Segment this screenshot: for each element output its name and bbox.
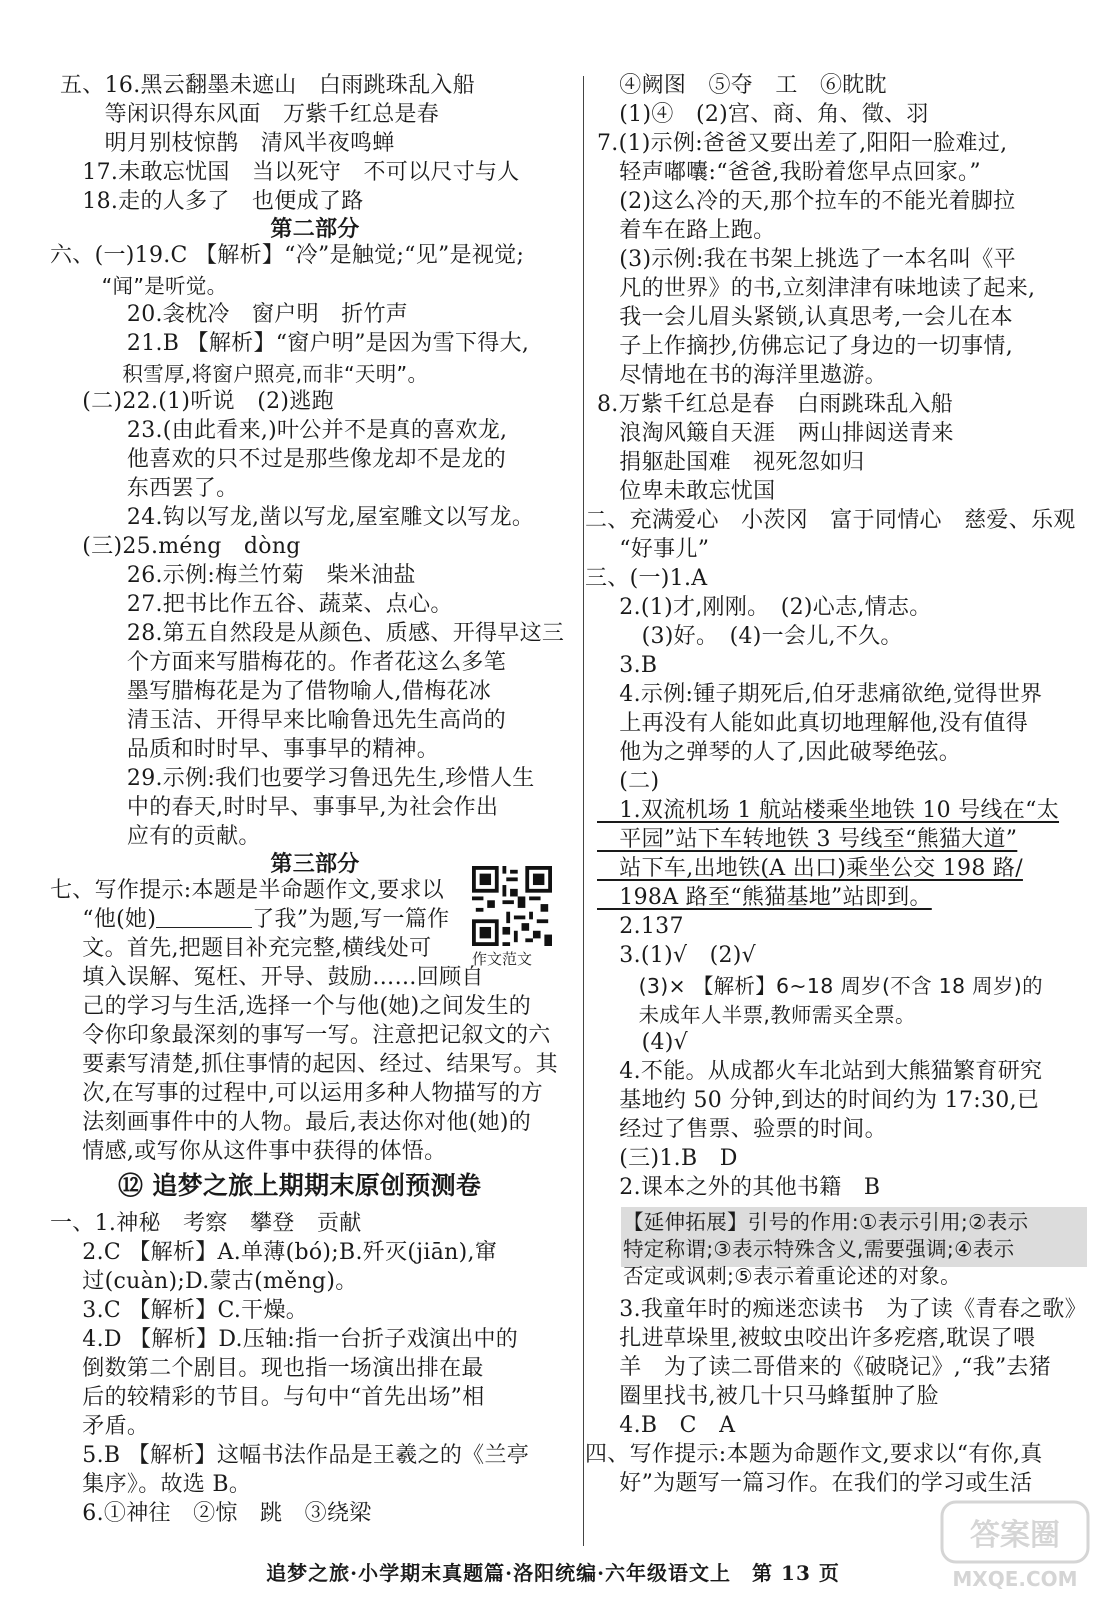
answer-line: “好事儿” bbox=[597, 537, 710, 562]
answer-line: 羊 为了读二哥借来的《破晓记》,“我”去猪 bbox=[597, 1355, 1052, 1380]
blank-line bbox=[156, 907, 252, 928]
answer-line: 法刻画事件中的人物。最后,表达你对他(她)的 bbox=[60, 1110, 532, 1135]
answer-line: 七、写作提示:本题是半命题作文,要求以 bbox=[50, 878, 445, 903]
answer-line: 六、(一)19.C 【解析】“冷”是触觉;“见”是视觉; bbox=[50, 243, 525, 268]
answer-line: 矛盾。 bbox=[60, 1414, 150, 1439]
extension-line: 【延伸拓展】引号的作用:①表示引用;②表示 bbox=[623, 1210, 1029, 1234]
answer-line: 令你印象最深刻的事写一写。注意把记叙文的六 bbox=[60, 1023, 551, 1048]
answer-line: 20.衾枕冷 窗户明 折竹声 bbox=[60, 302, 409, 327]
answer-line: 18.走的人多了 也便成了路 bbox=[60, 189, 364, 214]
answer-line: (2)这么冷的天,那个拉车的不能光着脚拉 bbox=[597, 189, 1016, 214]
answer-line bbox=[60, 906, 449, 935]
answer-line: ④阙图 ⑤夺 工 ⑥眈眈 bbox=[597, 73, 887, 98]
answer-line: 填入误解、冤枉、开导、鼓励……回顾自 bbox=[60, 965, 484, 990]
qr-code-icon[interactable] bbox=[472, 866, 552, 946]
answer-line: 基地约 50 分钟,到达的时间约为 17:30,已 bbox=[597, 1088, 1040, 1113]
answer-line: 三、(一)1.A bbox=[585, 566, 708, 591]
answer-line: 我一会儿眉头紧锁,认真思考,一会儿在本 bbox=[597, 305, 1013, 330]
answer-line: 17.未敢忘忧国 当以死守 不可以尺寸与人 bbox=[60, 160, 520, 185]
answer-line: 文。首先,把题目补充完整,横线处可 bbox=[60, 936, 432, 961]
page-footer: 追梦之旅·小学期末真题篇·洛阳统编·六年级语文上 第 13 页 bbox=[266, 1561, 840, 1585]
answer-line: 2.(1)才,刚刚。 (2)心志,情志。 bbox=[597, 595, 932, 620]
answer-line: 上再没有人能如此真切地理解他,没有值得 bbox=[597, 711, 1028, 736]
answer-line: 次,在写事的过程中,可以运用多种人物描写的方 bbox=[60, 1081, 543, 1106]
answer-line: 3.C 【解析】C.干燥。 bbox=[60, 1298, 309, 1323]
answer-line: 5.B 【解析】这幅书法作品是王羲之的《兰亭 bbox=[60, 1443, 530, 1468]
answer-line: 东西罢了。 bbox=[60, 476, 239, 501]
answer-line: 他喜欢的只不过是那些像龙却不是龙的 bbox=[60, 447, 507, 472]
answer-line: 轻声嘟囔:“爸爸,我盼着您早点回家。” bbox=[597, 160, 981, 185]
answer-line: (1)④ (2)宫、商、角、徵、羽 bbox=[597, 102, 929, 127]
explanation-line: “闻”是听觉。 bbox=[60, 274, 228, 298]
answer-line: 3.(1)√ (2)√ bbox=[597, 943, 756, 968]
answer-line: (4)√ bbox=[597, 1030, 688, 1055]
answer-line: 五、16.黑云翻墨未遮山 白雨跳珠乱入船 bbox=[60, 73, 475, 98]
answer-line: 凡的世界》的书,立刻津津有味地读了起来, bbox=[597, 276, 1036, 301]
answer-line: 墨写腊梅花是为了借物喻人,借梅花冰 bbox=[60, 679, 491, 704]
answer-line: 4.示例:锺子期死后,伯牙悲痛欲绝,觉得世界 bbox=[597, 682, 1043, 707]
answer-line: 己的学习与生活,选择一个与他(她)之间发生的 bbox=[60, 994, 532, 1019]
answer-line: 1.双流机场 1 航站楼乘坐地铁 10 号线在“太 bbox=[597, 798, 1060, 823]
section-heading: 第二部分 bbox=[270, 216, 360, 242]
answer-line: 扎进草垛里,被蚊虫咬出许多疙瘩,耽误了喂 bbox=[597, 1326, 1036, 1351]
extension-line: 否定或讽刺;⑤表示着重论述的对象。 bbox=[623, 1264, 961, 1288]
answer-line: 3.我童年时的痴迷恋读书 为了读《青春之歌》 bbox=[597, 1297, 1087, 1322]
answer-line: 2.课本之外的其他书籍 B bbox=[597, 1175, 881, 1200]
answer-line: 位卑未敢忘忧国 bbox=[597, 479, 776, 504]
answer-line: 平园”站下车转地铁 3 号线至“熊猫大道” bbox=[597, 827, 1018, 852]
watermark-logo bbox=[940, 1500, 1090, 1595]
answer-line: 倒数第二个剧目。现也指一场演出排在最 bbox=[60, 1356, 484, 1381]
answer-line: 个方面来写腊梅花的。作者花这么多笔 bbox=[60, 650, 507, 675]
answer-line: 集序》。故选 B。 bbox=[60, 1472, 252, 1497]
answer-line: (三)25.méng dòng bbox=[60, 534, 301, 559]
answer-line: 8.万紫千红总是春 白雨跳珠乱入船 bbox=[597, 392, 954, 417]
section-heading: 第三部分 bbox=[270, 851, 360, 877]
answer-line: 捐躯赴国难 视死忽如归 bbox=[597, 450, 865, 475]
answer-line: 2.137 bbox=[597, 914, 684, 939]
answer-line: 情感,或写你从这件事中获得的体悟。 bbox=[60, 1139, 447, 1164]
answer-line: 24.钩以写龙,凿以写龙,屋室雕文以写龙。 bbox=[60, 505, 535, 530]
answer-line: 3.B bbox=[597, 653, 658, 678]
answer-line: 28.第五自然段是从颜色、质感、开得早这三 bbox=[60, 621, 565, 646]
answer-line: 198A 路至“熊猫基地”站即到。 bbox=[597, 885, 932, 910]
answer-line: 二、充满爱心 小茨冈 富于同情心 慈爱、乐观 bbox=[585, 508, 1076, 533]
answer-line: 等闲识得东风面 万紫千红总是春 bbox=[60, 102, 440, 127]
answer-line: 圈里找书,被几十只马蜂蜇肿了脸 bbox=[597, 1384, 939, 1409]
answer-line: 29.示例:我们也要学习鲁迅先生,珍惜人生 bbox=[60, 766, 535, 791]
explanation-line: 未成年人半票,教师需买全票。 bbox=[597, 1003, 916, 1027]
answer-line: 尽情地在书的海洋里遨游。 bbox=[597, 363, 887, 388]
answer-line: (二) bbox=[597, 769, 660, 794]
svg-text:答案圈: 答案圈 bbox=[970, 1518, 1060, 1553]
answer-line: 后的较精彩的节目。与句中“首先出场”相 bbox=[60, 1385, 485, 1410]
answer-line: 4.D 【解析】D.压轴:指一台折子戏演出中的 bbox=[60, 1327, 519, 1352]
blank-prefix: “他(她) bbox=[60, 907, 157, 932]
answer-line: 一、1.神秘 考察 攀登 贡献 bbox=[50, 1211, 362, 1236]
answer-line: 子上作摘抄,仿佛忘记了身边的一切事情, bbox=[597, 334, 1013, 359]
answer-line: 过(cuàn);D.蒙古(měng)。 bbox=[60, 1269, 358, 1294]
answer-line: 应有的贡献。 bbox=[60, 824, 261, 849]
answer-line: 23.(由此看来,)叶公并不是真的喜欢龙, bbox=[60, 418, 508, 443]
answer-line: 21.B 【解析】“窗户明”是因为雪下得大, bbox=[60, 331, 530, 356]
answer-line: 7.(1)示例:爸爸又要出差了,阳阳一脸难过, bbox=[597, 131, 1008, 156]
answer-line: 着车在路上跑。 bbox=[597, 218, 776, 243]
answer-line: 品质和时时早、事事早的精神。 bbox=[60, 737, 440, 762]
answer-line: (3)示例:我在书架上挑选了一本名叫《平 bbox=[597, 247, 1016, 272]
answer-line: 四、写作提示:本题为命题作文,要求以“有你,真 bbox=[585, 1442, 1043, 1467]
explanation-line: (3)× 【解析】6~18 周岁(不含 18 周岁)的 bbox=[597, 974, 1043, 998]
answer-line: 4.不能。从成都火车北站到大熊猫繁育研究 bbox=[597, 1059, 1043, 1084]
exam-title: ⑫ 追梦之旅上期期末原创预测卷 bbox=[118, 1171, 482, 1200]
answer-line: 站下车,出地铁(A 出口)乘坐公交 198 路/ bbox=[597, 856, 1023, 881]
qr-caption: 作文范文 bbox=[472, 950, 533, 968]
answer-line: 要素写清楚,抓住事情的起因、经过、结果写。其 bbox=[60, 1052, 558, 1077]
answer-line: (3)好。 (4)一会儿,不久。 bbox=[597, 624, 903, 649]
answer-line: (二)22.(1)听说 (2)逃跑 bbox=[60, 389, 334, 414]
answer-line: 他为之弹琴的人了,因此破琴绝弦。 bbox=[597, 740, 962, 765]
svg-text:MXQE.COM: MXQE.COM bbox=[952, 1567, 1078, 1591]
answer-line: 27.把书比作五谷、蔬菜、点心。 bbox=[60, 592, 453, 617]
answer-line: 经过了售票、验票的时间。 bbox=[597, 1117, 887, 1142]
answer-line: 6.①神往 ②惊 跳 ③绕梁 bbox=[60, 1501, 372, 1526]
answer-line: 清玉洁、开得早来比喻鲁迅先生高尚的 bbox=[60, 708, 507, 733]
column-divider bbox=[583, 76, 584, 1546]
answer-line: 好”为题写一篇习作。在我们的学习或生活 bbox=[597, 1471, 1033, 1496]
answer-line: 4.B C A bbox=[597, 1413, 736, 1438]
answer-line: 中的春天,时时早、事事早,为社会作出 bbox=[60, 795, 499, 820]
explanation-line: 积雪厚,将窗户照亮,而非“天明”。 bbox=[60, 362, 429, 386]
answer-line: 浪淘风簸自天涯 两山排闼送青来 bbox=[597, 421, 954, 446]
answer-line: (三)1.B D bbox=[597, 1146, 738, 1171]
extension-line: 特定称谓;③表示特殊含义,需要强调;④表示 bbox=[623, 1237, 1015, 1261]
answer-line: 2.C 【解析】A.单薄(bó);B.歼灭(jiān),窜 bbox=[60, 1240, 498, 1265]
answer-line: 明月别枝惊鹊 清风半夜鸣蝉 bbox=[60, 131, 395, 156]
blank-suffix: 了我”为题,写一篇作 bbox=[252, 907, 450, 932]
answer-line: 26.示例:梅兰竹菊 柴米油盐 bbox=[60, 563, 416, 588]
